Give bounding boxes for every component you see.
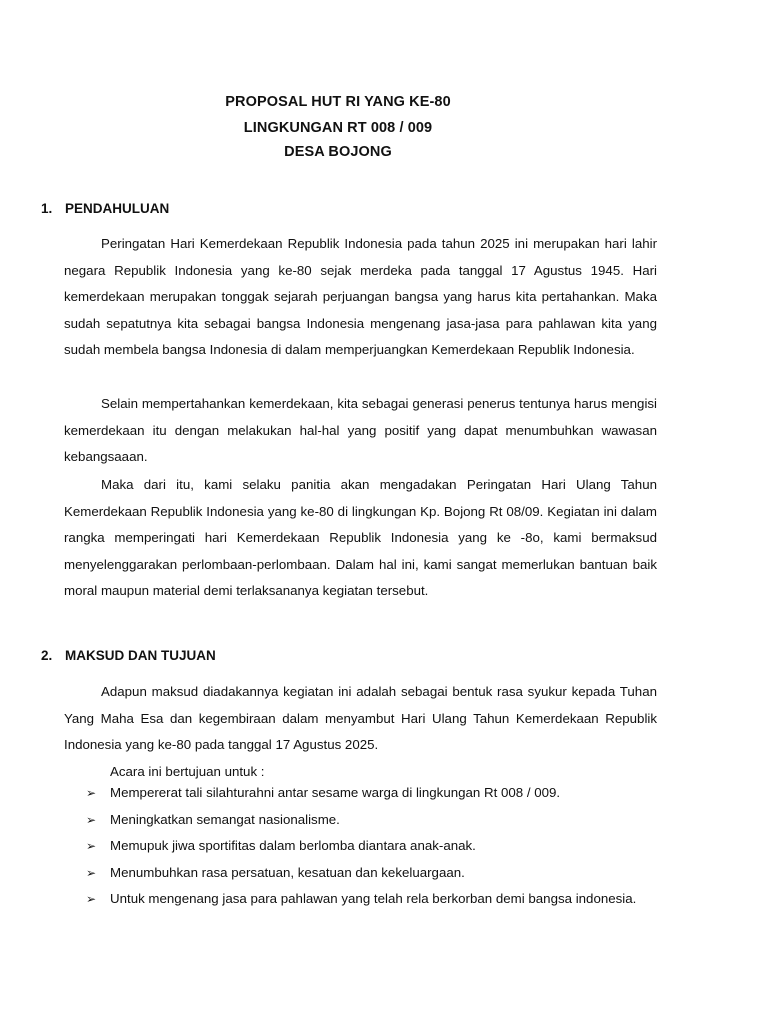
list-item — [86, 780, 657, 807]
body-paragraph: Adapun maksud diadakannya kegiatan ini adalah sebagai bentuk rasa syukur kepada Tuhan Yang Maha Esa dan kegembiraan dalam menyambut Hari Ulang Tahun Kemerdekaan Republik Indonesia yang ke-80 pada tanggal 17 Agustus 2025. — [64, 684, 657, 753]
arrow-bullet-icon: ➢ — [86, 812, 97, 827]
document-title-line-3: DESA BOJONG — [284, 144, 392, 160]
list-item — [86, 886, 657, 913]
section-heading-pendahuluan — [41, 201, 169, 216]
arrow-bullet-icon: ➢ — [86, 865, 97, 880]
arrow-bullet-icon: ➢ — [86, 786, 97, 800]
body-paragraph: Maka dari itu, kami selaku panitia akan mengadakan Peringatan Hari Ulang Tahun Kemerdekaan Republik Indonesia yang ke-80 di lingkungan Kp. Bojong Rt 08/09. Kegiatan ini dalam rangka memperingati hari Kemerdekaan Republik Indonesia yang ke -8o, kami bermaksud menyelenggarakan perlombaan-perlombaan. Dalam hal ini, kami sangat memerlukan bantuan baik moral maupun material demi terlaksananya kegiatan tersebut. — [64, 477, 657, 599]
list-item — [86, 860, 657, 887]
section-number: 1. — [41, 201, 53, 216]
list-item — [86, 807, 657, 834]
list-item-text: Memupuk jiwa sportifitas dalam berlomba diantara anak-anak. — [110, 838, 476, 854]
section-heading-text: MAKSUD DAN TUJUAN — [65, 648, 216, 663]
list-item-text: Untuk mengenang jasa para pahlawan yang telah rela berkorban demi bangsa indonesia. — [110, 891, 637, 907]
section-heading-text: PENDAHULUAN — [65, 201, 170, 216]
arrow-bullet-icon: ➢ — [86, 892, 97, 907]
list-item — [86, 833, 657, 860]
section-heading-maksud-dan-tujuan — [41, 648, 216, 663]
list-item-text: Menumbuhkan rasa persatuan, kesatuan dan kekeluargaan. — [110, 864, 465, 880]
list-item-text: Meningkatkan semangat nasionalisme. — [110, 811, 340, 827]
body-paragraph: Peringatan Hari Kemerdekaan Republik Indonesia pada tahun 2025 ini merupakan hari lahir negara Republik Indonesia yang ke-80 sejak merdeka pada tanggal 17 Agustus 1945. Hari kemerdekaan merupakan tonggak sejarah perjuangan bangsa yang harus kita pertahankan. Maka sudah sepatutnya kita sebagai bangsa Indonesia mengenang jasa-jasa para pahlawan kita yang sudah membela bangsa Indonesia di dalam memperjuangkan Kemerdekaan Republik Indonesia. — [64, 236, 657, 358]
objectives-list — [86, 780, 657, 913]
list-item-text: Mempererat tali silahturahni antar sesame warga di lingkungan Rt 008 / 009. — [110, 785, 561, 800]
document-title-line-1: PROPOSAL HUT RI YANG KE-80 — [225, 94, 451, 110]
list-intro: Acara ini bertujuan untuk : — [110, 764, 265, 779]
section-number: 2. — [41, 648, 53, 663]
arrow-bullet-icon: ➢ — [86, 839, 97, 854]
body-paragraph: Selain mempertahankan kemerdekaan, kita sebagai generasi penerus tentunya harus mengisi kemerdekaan itu dengan melakukan hal-hal yang positif yang dapat menumbuhkan wawasan kebangsaaan. — [64, 396, 657, 465]
document-title-line-2: LINGKUNGAN RT 008 / 009 — [243, 120, 433, 136]
